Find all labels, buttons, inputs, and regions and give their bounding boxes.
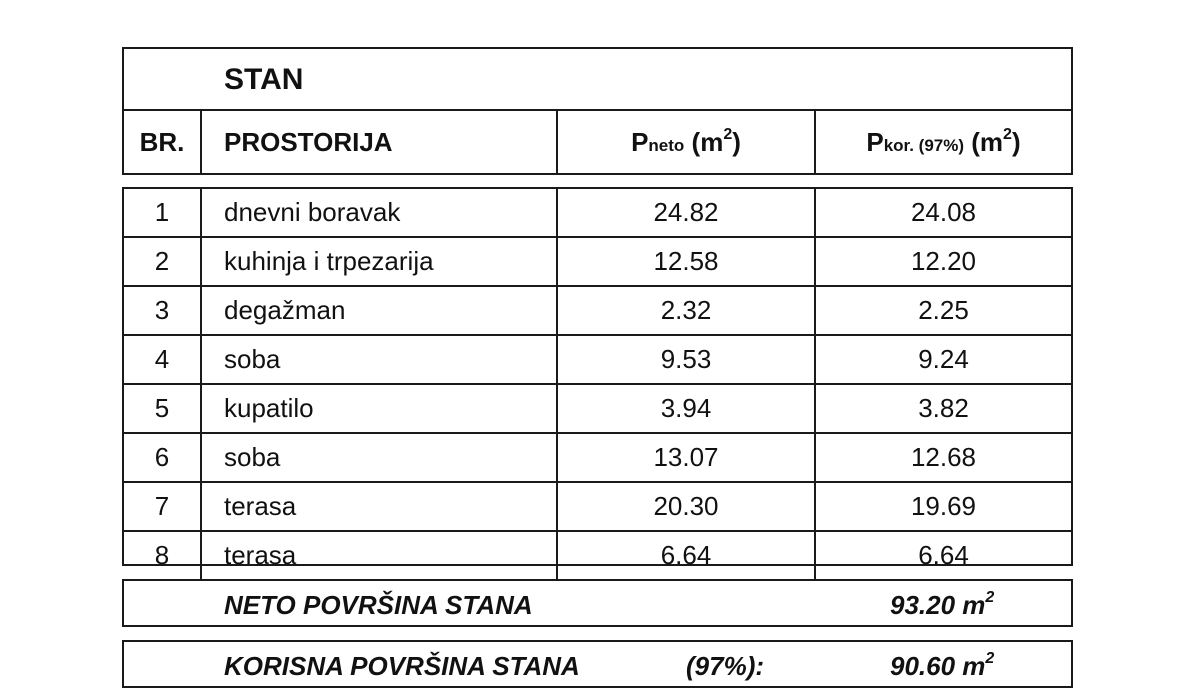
room-name: degažman: [201, 286, 557, 335]
header-table: [124, 111, 1071, 173]
korisna-percent: (97%):: [686, 651, 765, 681]
neto-total-value: 93.20 $m^2$: [890, 589, 995, 620]
table-row: [124, 384, 1071, 433]
col-header-br: BR.: [124, 111, 201, 173]
room-name: kuhinja i trpezarija: [201, 237, 557, 286]
area-neto: 24.82: [557, 189, 815, 237]
table-header-box: [122, 47, 1073, 175]
area-korisna: 24.08: [815, 189, 1071, 237]
area-neto: 9.53: [557, 335, 815, 384]
table-row: [124, 482, 1071, 531]
table-row: [124, 237, 1071, 286]
row-number: 1: [124, 189, 201, 237]
room-name: dnevni boravak: [201, 189, 557, 237]
area-neto: 12.58: [557, 237, 815, 286]
row-number: 5: [124, 384, 201, 433]
area-korisna: 12.68: [815, 433, 1071, 482]
table-row: [124, 286, 1071, 335]
table-row: [124, 335, 1071, 384]
row-number: 8: [124, 531, 201, 579]
room-name: soba: [201, 433, 557, 482]
page-title: STAN: [224, 63, 304, 96]
area-korisna: 6.64: [815, 531, 1071, 579]
col-header-pneto: Pneto $(m^2)$: [557, 111, 815, 173]
row-number: 6: [124, 433, 201, 482]
table-row: [124, 433, 1071, 482]
korisna-total-row: [122, 640, 1073, 688]
rooms-table-box: [122, 187, 1073, 570]
neto-total-row: [122, 579, 1073, 627]
room-name: soba: [201, 335, 557, 384]
col-header-pkor: Pkor. (97%) $(m^2)$: [815, 111, 1071, 173]
area-korisna: 2.25: [815, 286, 1071, 335]
area-neto: 2.32: [557, 286, 815, 335]
col-header-prostorija: PROSTORIJA: [201, 111, 557, 173]
row-number: 2: [124, 237, 201, 286]
area-neto: 3.94: [557, 384, 815, 433]
area-neto: 13.07: [557, 433, 815, 482]
room-name: terasa: [201, 482, 557, 531]
area-korisna: 3.82: [815, 384, 1071, 433]
row-number: 4: [124, 335, 201, 384]
room-name: terasa: [201, 531, 557, 579]
korisna-total-value: 90.60 $m^2$: [890, 650, 995, 681]
korisna-total-label: KORISNA POVRŠINA STANA: [224, 651, 580, 681]
area-korisna: 12.20: [815, 237, 1071, 286]
row-number: 7: [124, 482, 201, 531]
row-number: 3: [124, 286, 201, 335]
rooms-table: [124, 189, 1071, 579]
area-korisna: 19.69: [815, 482, 1071, 531]
table-row: [124, 531, 1071, 579]
area-neto: 20.30: [557, 482, 815, 531]
area-neto: 6.64: [557, 531, 815, 579]
title-row: [124, 49, 1071, 111]
table-row: [124, 189, 1071, 237]
room-name: kupatilo: [201, 384, 557, 433]
neto-total-label: NETO POVRŠINA STANA: [224, 590, 533, 620]
area-korisna: 9.24: [815, 335, 1071, 384]
